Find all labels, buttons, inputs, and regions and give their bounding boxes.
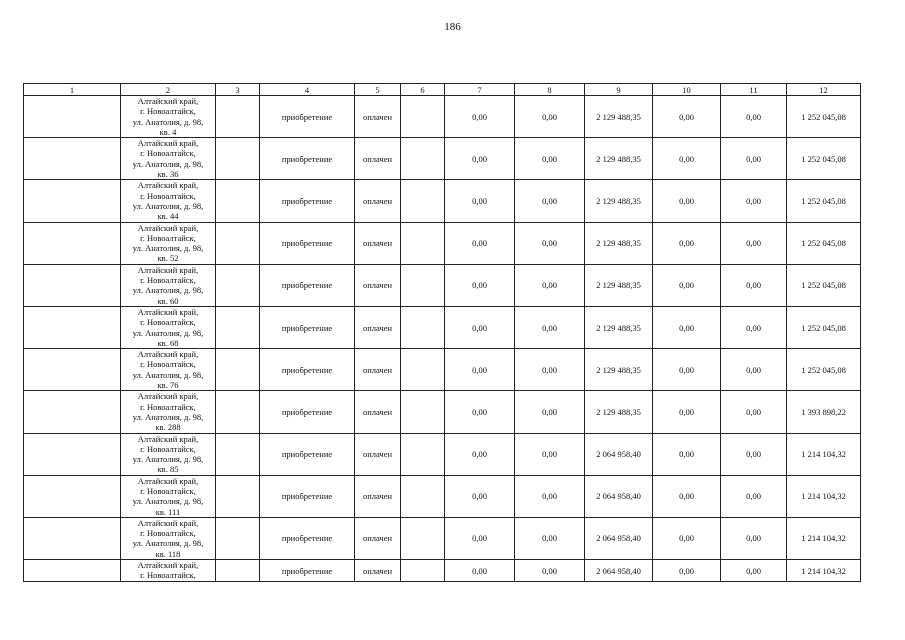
col11-value: 0,00 (721, 96, 787, 138)
payment-status-cell: оплачен (355, 349, 401, 391)
col9-value: 2 129 488,35 (585, 222, 653, 264)
column-header-9: 9 (585, 84, 653, 96)
col7-value: 0,00 (445, 306, 515, 348)
column-header-2: 2 (121, 84, 216, 96)
row-number-cell (24, 306, 121, 348)
col10-value: 0,00 (653, 222, 721, 264)
column-header-8: 8 (515, 84, 585, 96)
col8-value: 0,00 (515, 306, 585, 348)
address-cell (121, 433, 216, 475)
table-row (24, 391, 861, 433)
address-line: г. Новоалтайск, (140, 443, 196, 454)
document-sheet (23, 83, 861, 582)
col11-value: 0,00 (721, 433, 787, 475)
col10-value: 0,00 (653, 517, 721, 559)
table-body (24, 96, 861, 582)
col11-value: 0,00 (721, 475, 787, 517)
column-header-11: 11 (721, 84, 787, 96)
address-line: Алтайский край, (137, 222, 199, 233)
address-cell (121, 306, 216, 348)
address-line: ул. Анатолия, д. 98, (132, 285, 204, 296)
col11-value: 0,00 (721, 349, 787, 391)
col6-cell (401, 138, 445, 180)
col10-value: 0,00 (653, 433, 721, 475)
col10-value: 0,00 (653, 264, 721, 306)
address-line: ул. Анатолия, д. 98, (132, 200, 204, 211)
address-line: кв. 111 (155, 506, 181, 517)
col11-value: 0,00 (721, 222, 787, 264)
col9-value: 2 129 488,35 (585, 180, 653, 222)
col3-cell (216, 264, 260, 306)
address-line: Алтайский край, (137, 560, 199, 571)
col11-value: 0,00 (721, 138, 787, 180)
col3-cell (216, 560, 260, 582)
row-number-cell (24, 349, 121, 391)
col11-value: 0,00 (721, 264, 787, 306)
address-line: ул. Анатолия, д. 98, (132, 369, 204, 380)
address-line: кв. 76 (157, 380, 179, 391)
address-line: Алтайский край, (137, 349, 199, 360)
col12-value: 1 252 045,08 (787, 138, 861, 180)
table-row (24, 222, 861, 264)
col6-cell (401, 560, 445, 582)
col7-value: 0,00 (445, 222, 515, 264)
col8-value: 0,00 (515, 433, 585, 475)
col9-value: 2 064 958,40 (585, 475, 653, 517)
operation-type-cell: приобретение (260, 264, 355, 306)
address-line: г. Новоалтайск, (140, 232, 196, 243)
col6-cell (401, 517, 445, 559)
address-cell (121, 264, 216, 306)
col3-cell (216, 138, 260, 180)
col12-value: 1 214 104,32 (787, 560, 861, 582)
operation-type-cell: приобретение (260, 306, 355, 348)
col10-value: 0,00 (653, 391, 721, 433)
col6-cell (401, 222, 445, 264)
payment-status-cell: оплачен (355, 517, 401, 559)
table-row (24, 306, 861, 348)
col7-value: 0,00 (445, 96, 515, 138)
address-line: ул. Анатолия, д. 98, (132, 243, 204, 254)
address-line: г. Новоалтайск, (140, 359, 196, 370)
address-cell (121, 96, 216, 138)
col7-value: 0,00 (445, 560, 515, 582)
row-number-cell (24, 264, 121, 306)
address-cell (121, 138, 216, 180)
address-line: Алтайский край, (137, 517, 199, 528)
col12-value: 1 252 045,08 (787, 96, 861, 138)
row-number-cell (24, 475, 121, 517)
col8-value: 0,00 (515, 517, 585, 559)
col9-value: 2 064 958,40 (585, 517, 653, 559)
col11-value: 0,00 (721, 180, 787, 222)
col12-value: 1 252 045,08 (787, 264, 861, 306)
table-row (24, 264, 861, 306)
col9-value: 2 129 488,35 (585, 96, 653, 138)
col8-value: 0,00 (515, 391, 585, 433)
col7-value: 0,00 (445, 475, 515, 517)
operation-type-cell: приобретение (260, 475, 355, 517)
col11-value: 0,00 (721, 560, 787, 582)
col3-cell (216, 391, 260, 433)
row-number-cell (24, 222, 121, 264)
col9-value: 2 129 488,35 (585, 391, 653, 433)
col7-value: 0,00 (445, 517, 515, 559)
col11-value: 0,00 (721, 517, 787, 559)
address-line: ул. Анатолия, д. 98, (132, 116, 204, 127)
col6-cell (401, 433, 445, 475)
address-line: г. Новоалтайск, (140, 106, 196, 117)
col3-cell (216, 180, 260, 222)
address-line: г. Новоалтайск, (140, 190, 196, 201)
column-header-1: 1 (24, 84, 121, 96)
col11-value: 0,00 (721, 391, 787, 433)
operation-type-cell: приобретение (260, 560, 355, 582)
address-line: Алтайский край, (137, 475, 199, 486)
col3-cell (216, 222, 260, 264)
col7-value: 0,00 (445, 433, 515, 475)
address-line: кв. 36 (157, 169, 179, 180)
col6-cell (401, 180, 445, 222)
col9-value: 2 064 958,40 (585, 560, 653, 582)
address-line: г. Новоалтайск, (140, 317, 196, 328)
column-header-7: 7 (445, 84, 515, 96)
payment-status-cell: оплачен (355, 306, 401, 348)
col7-value: 0,00 (445, 180, 515, 222)
column-header-10: 10 (653, 84, 721, 96)
col10-value: 0,00 (653, 180, 721, 222)
col9-value: 2 129 488,35 (585, 138, 653, 180)
address-line: Алтайский край, (137, 306, 199, 317)
address-line: г. Новоалтайск, (140, 148, 196, 159)
payment-status-cell: оплачен (355, 138, 401, 180)
address-line: г. Новоалтайск, (140, 528, 196, 539)
payment-status-cell: оплачен (355, 180, 401, 222)
address-line: кв. 85 (157, 464, 179, 475)
col3-cell (216, 349, 260, 391)
address-cell (121, 391, 216, 433)
address-cell (121, 222, 216, 264)
col10-value: 0,00 (653, 306, 721, 348)
col8-value: 0,00 (515, 138, 585, 180)
col10-value: 0,00 (653, 560, 721, 582)
table-row (24, 433, 861, 475)
col8-value: 0,00 (515, 560, 585, 582)
address-line: г. Новоалтайск, (140, 401, 196, 412)
address-line: ул. Анатолия, д. 98, (132, 496, 204, 507)
col6-cell (401, 306, 445, 348)
address-cell (121, 517, 216, 559)
column-number-row (24, 84, 861, 96)
address-line: Алтайский край, (137, 391, 199, 402)
table-row (24, 560, 861, 582)
column-header-3: 3 (216, 84, 260, 96)
payment-status-cell: оплачен (355, 222, 401, 264)
address-line: кв. 288 (155, 422, 181, 433)
table-row (24, 517, 861, 559)
address-line: ул. Анатолия, д. 98, (132, 411, 204, 422)
table-row (24, 138, 861, 180)
column-header-12: 12 (787, 84, 861, 96)
row-number-cell (24, 560, 121, 582)
row-number-cell (24, 517, 121, 559)
col6-cell (401, 264, 445, 306)
page-number: 186 (444, 21, 461, 33)
col3-cell (216, 433, 260, 475)
address-cell (121, 349, 216, 391)
col3-cell (216, 517, 260, 559)
operation-type-cell: приобретение (260, 391, 355, 433)
col9-value: 2 129 488,35 (585, 306, 653, 348)
table-row (24, 349, 861, 391)
col12-value: 1 214 104,32 (787, 517, 861, 559)
address-line: Алтайский край, (137, 96, 199, 106)
address-line: ул. Анатолия, д. 98, (132, 538, 204, 549)
column-header-5: 5 (355, 84, 401, 96)
col6-cell (401, 96, 445, 138)
address-line: кв. 44 (157, 211, 179, 222)
address-line: кв. 68 (157, 337, 179, 348)
col12-value: 1 393 898,22 (787, 391, 861, 433)
col10-value: 0,00 (653, 96, 721, 138)
col7-value: 0,00 (445, 391, 515, 433)
row-number-cell (24, 433, 121, 475)
address-line: Алтайский край, (137, 433, 199, 444)
address-line: г. Новоалтайск, (140, 275, 196, 286)
address-cell (121, 180, 216, 222)
col6-cell (401, 391, 445, 433)
operation-type-cell: приобретение (260, 96, 355, 138)
address-line: кв. 52 (157, 253, 179, 264)
col12-value: 1 252 045,08 (787, 222, 861, 264)
col10-value: 0,00 (653, 138, 721, 180)
col12-value: 1 252 045,08 (787, 306, 861, 348)
address-line: г. Новоалтайск, (140, 570, 196, 581)
row-number-cell (24, 96, 121, 138)
row-number-cell (24, 138, 121, 180)
payment-status-cell: оплачен (355, 475, 401, 517)
address-line: Алтайский край, (137, 138, 199, 149)
col3-cell (216, 306, 260, 348)
col11-value: 0,00 (721, 306, 787, 348)
payment-status-cell: оплачен (355, 560, 401, 582)
col12-value: 1 252 045,08 (787, 180, 861, 222)
col10-value: 0,00 (653, 475, 721, 517)
address-line: кв. 118 (155, 548, 181, 559)
col9-value: 2 129 488,35 (585, 264, 653, 306)
address-line: кв. 4 (159, 126, 177, 137)
column-header-6: 6 (401, 84, 445, 96)
row-number-cell (24, 391, 121, 433)
col3-cell (216, 96, 260, 138)
operation-type-cell: приобретение (260, 222, 355, 264)
col8-value: 0,00 (515, 180, 585, 222)
operation-type-cell: приобретение (260, 138, 355, 180)
table-row (24, 96, 861, 138)
address-cell (121, 475, 216, 517)
operation-type-cell: приобретение (260, 180, 355, 222)
col12-value: 1 214 104,32 (787, 475, 861, 517)
payment-status-cell: оплачен (355, 264, 401, 306)
col8-value: 0,00 (515, 264, 585, 306)
table-row (24, 475, 861, 517)
address-line: ул. Анатолия, д. 98, (132, 327, 204, 338)
col7-value: 0,00 (445, 138, 515, 180)
address-line: ул. Анатолия, д. 98, (132, 158, 204, 169)
property-table (23, 83, 861, 582)
table-row (24, 180, 861, 222)
address-line: кв. 60 (157, 295, 179, 306)
address-line: ул. Анатолия, д. 98, (132, 454, 204, 465)
address-line: г. Новоалтайск, (140, 485, 196, 496)
col6-cell (401, 349, 445, 391)
col8-value: 0,00 (515, 96, 585, 138)
col8-value: 0,00 (515, 475, 585, 517)
operation-type-cell: приобретение (260, 433, 355, 475)
col3-cell (216, 475, 260, 517)
address-cell (121, 560, 216, 582)
col12-value: 1 252 045,08 (787, 349, 861, 391)
col7-value: 0,00 (445, 264, 515, 306)
col8-value: 0,00 (515, 222, 585, 264)
col7-value: 0,00 (445, 349, 515, 391)
col10-value: 0,00 (653, 349, 721, 391)
address-line: Алтайский край, (137, 180, 199, 191)
col6-cell (401, 475, 445, 517)
payment-status-cell: оплачен (355, 96, 401, 138)
col8-value: 0,00 (515, 349, 585, 391)
operation-type-cell: приобретение (260, 517, 355, 559)
col12-value: 1 214 104,32 (787, 433, 861, 475)
operation-type-cell: приобретение (260, 349, 355, 391)
address-line: Алтайский край, (137, 264, 199, 275)
column-header-4: 4 (260, 84, 355, 96)
row-number-cell (24, 180, 121, 222)
col9-value: 2 064 958,40 (585, 433, 653, 475)
payment-status-cell: оплачен (355, 391, 401, 433)
payment-status-cell: оплачен (355, 433, 401, 475)
col9-value: 2 129 488,35 (585, 349, 653, 391)
